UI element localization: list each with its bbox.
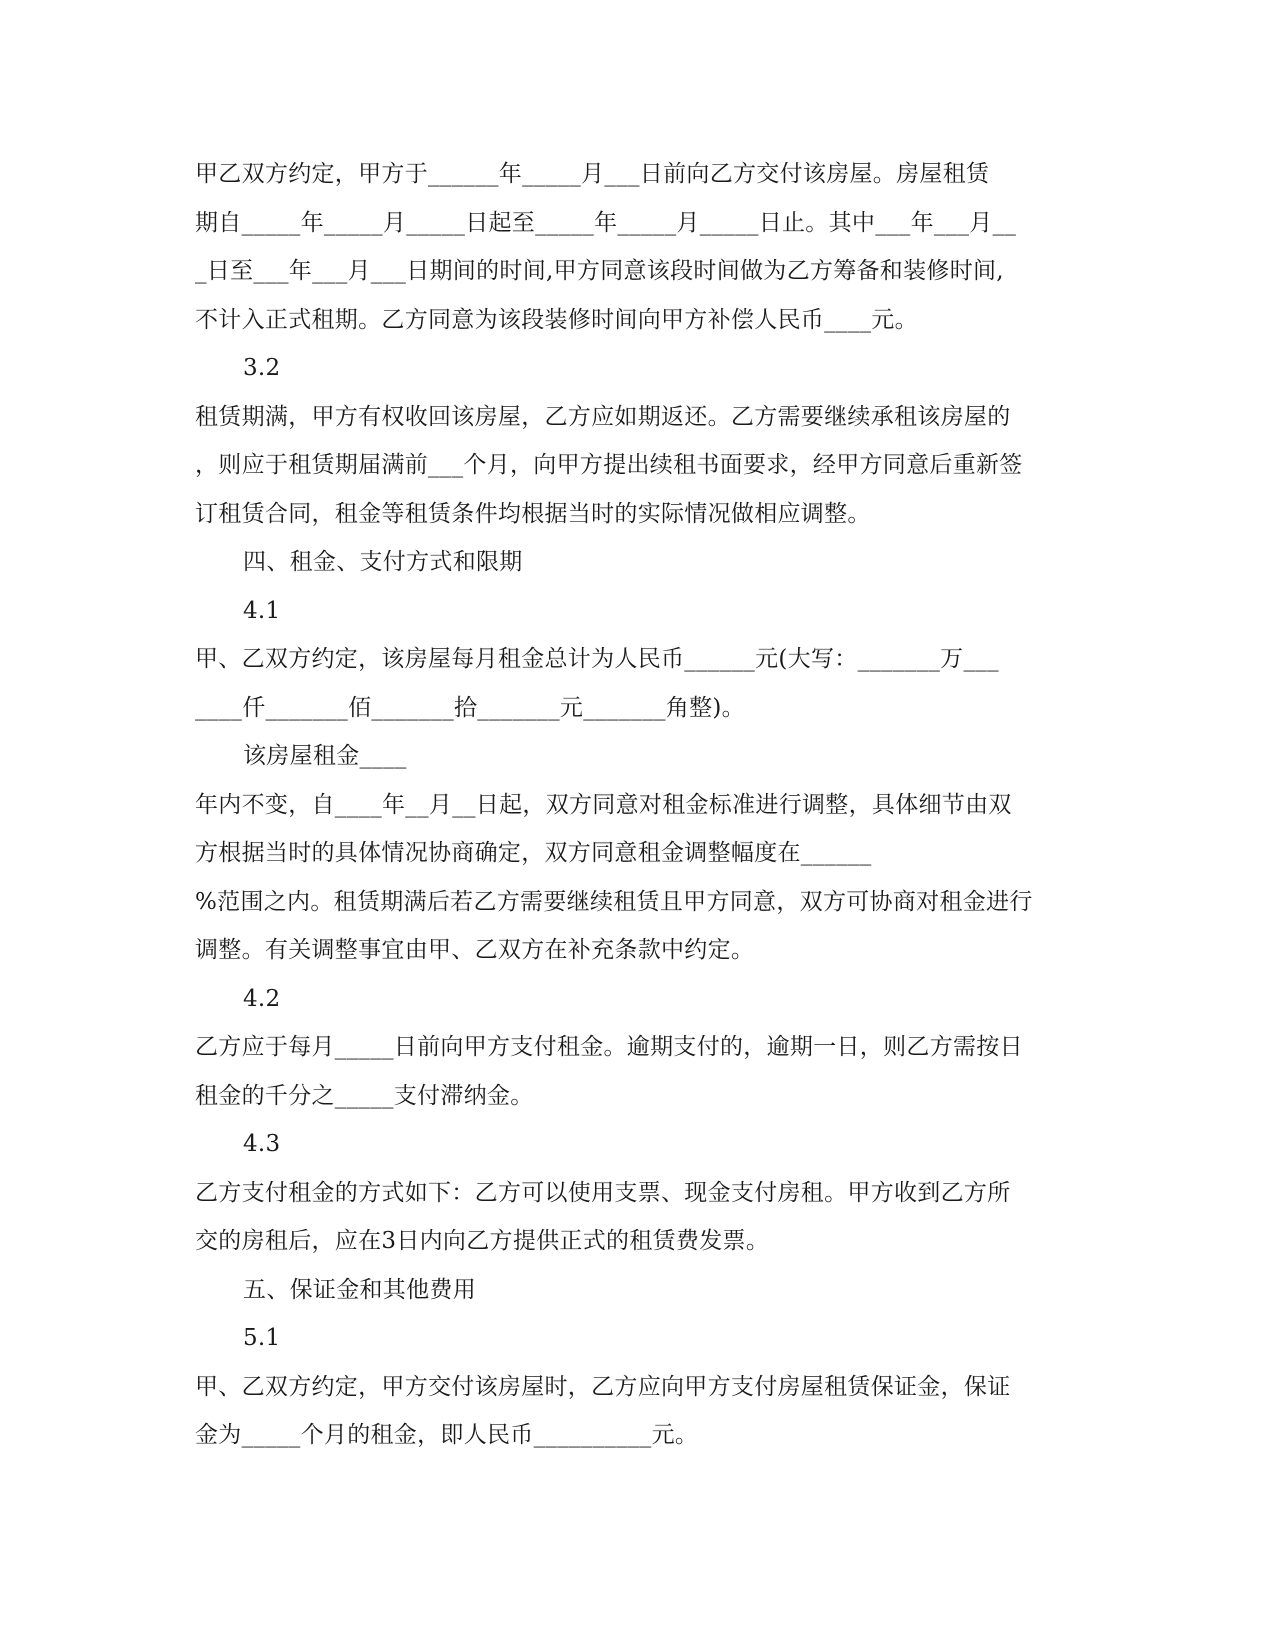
text-line: 期自_____年_____月_____日起至_____年_____月_____日止。其中___年___月__ [195, 209, 1017, 236]
text-line: ，则应于租赁期届满前___个月，向甲方提出续租书面要求，经甲方同意后重新签 [195, 452, 1023, 478]
text-line: ____仟_______佰_______拾_______元_______角整)。 [195, 694, 745, 721]
text-line: 不计入正式租期。乙方同意为该段装修时间向甲方补偿人民币____元。 [195, 306, 918, 333]
text-line: 4.1 [243, 597, 281, 624]
text-line: 年内不变，自____年__月__日起，双方同意对租金标准进行调整，具体细节由双 [195, 791, 1012, 818]
text-line: 4.3 [243, 1131, 281, 1157]
text-line: 乙方应于每月_____日前向甲方支付租金。逾期支付的，逾期一日，则乙方需按日 [195, 1034, 1023, 1060]
text-line: 乙方支付租金的方式如下：乙方可以使用支票、现金支付房租。甲方收到乙方所 [195, 1179, 1011, 1206]
text-line: 调整。有关调整事宜由甲、乙双方在补充条款中约定。 [195, 937, 755, 963]
text-line: 3.2 [243, 355, 281, 381]
text-line: _日至___年___月___日期间的时间,甲方同意该段时间做为乙方筹备和装修时间, [195, 258, 1004, 284]
text-line: 租赁期满，甲方有权收回该房屋，乙方应如期返还。乙方需要继续承租该房屋的 [195, 403, 1011, 430]
text-line: 订租赁合同，租金等租赁条件均根据当时的实际情况做相应调整。 [195, 500, 871, 527]
text-line: 甲、乙双方约定，甲方交付该房屋时，乙方应向甲方支付房屋租赁保证金，保证 [195, 1373, 1011, 1400]
text-line: 方根据当时的具体情况协商确定，双方同意租金调整幅度在______ [195, 840, 872, 866]
text-line: 金为_____个月的租金，即人民币__________元。 [195, 1422, 699, 1448]
text-line: 5.1 [243, 1325, 281, 1351]
document-page [195, 150, 1085, 1460]
text-line: 该房屋租金____ [243, 743, 407, 769]
text-line: %范围之内。租赁期满后若乙方需要继续租赁且甲方同意，双方可协商对租金进行 [195, 888, 1033, 915]
text-line: 五、保证金和其他费用 [243, 1276, 476, 1303]
text-line: 甲乙双方约定，甲方于______年_____月___日前向乙方交付该房屋。房屋租赁 [195, 161, 990, 187]
text-line: 租金的千分之_____支付滞纳金。 [195, 1082, 534, 1109]
text-line: 四、租金、支付方式和限期 [243, 549, 523, 575]
text-line: 交的房租后，应在3日内向乙方提供正式的租赁费发票。 [195, 1228, 770, 1254]
text-line: 甲、乙双方约定，该房屋每月租金总计为人民币______元(大写：_______万___ [195, 646, 999, 672]
text-line: 4.2 [243, 985, 281, 1012]
